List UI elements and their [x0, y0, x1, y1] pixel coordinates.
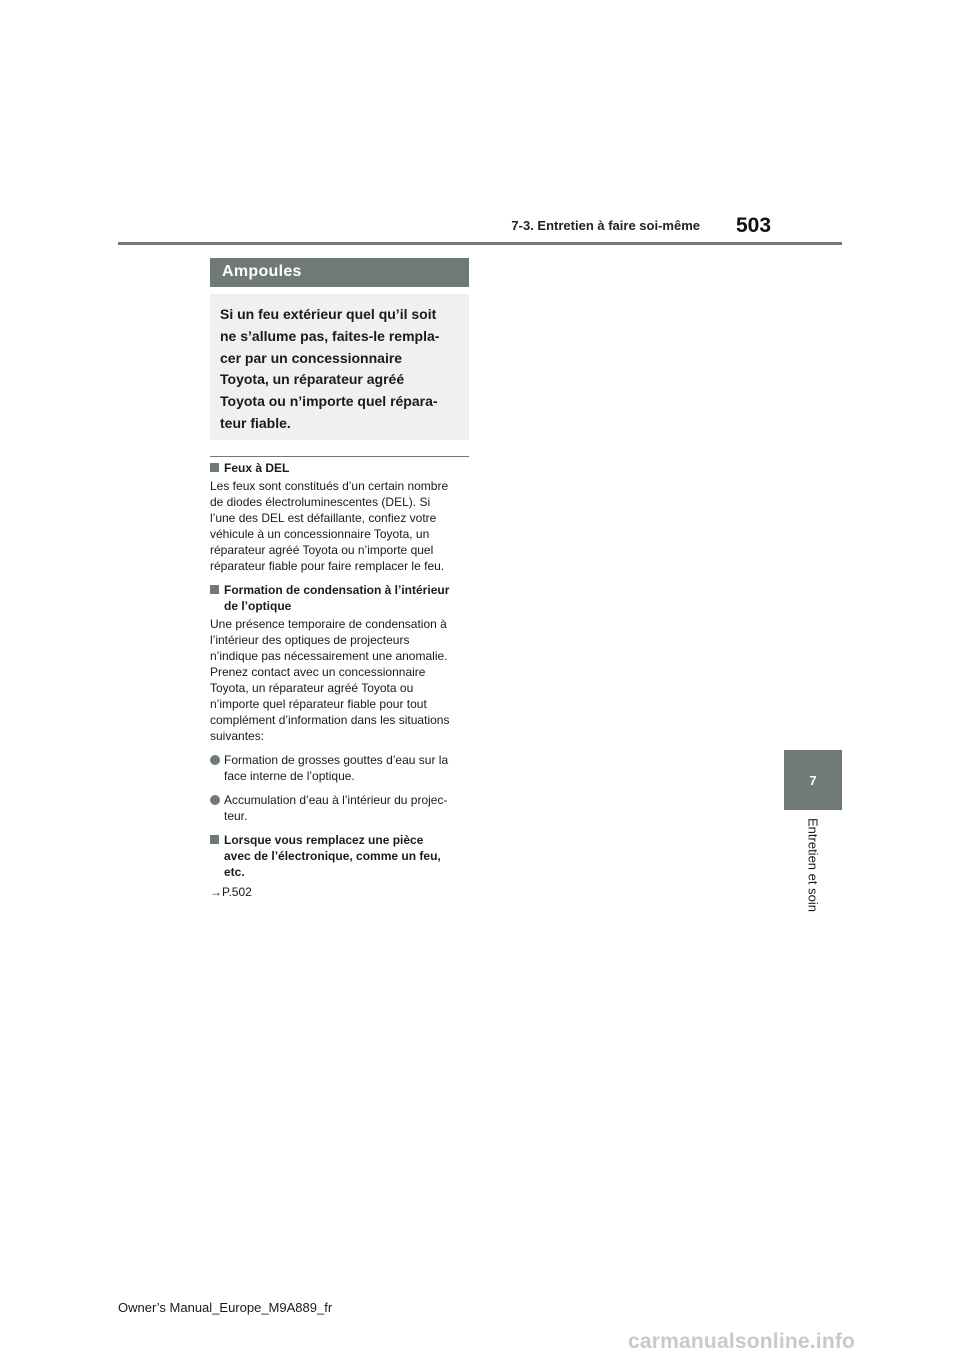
banner-title: Ampoules [222, 263, 302, 280]
bullet-item [210, 792, 472, 824]
intro-box [210, 294, 469, 440]
chapter-number: 7 [809, 772, 817, 788]
subheading-led-lights [210, 460, 472, 476]
bullet-line: Formation de grosses gouttes d’eau sur la [224, 753, 449, 767]
spacer [210, 824, 472, 832]
subheading-replacing-part [210, 832, 472, 880]
text-line: complément d’information dans les situations [210, 713, 450, 727]
footer-text: Owner’s Manual_Europe_M9A889_fr [118, 1300, 333, 1315]
subheading-line: Feux à DEL [224, 461, 290, 475]
header-rule [118, 242, 842, 245]
square-bullet-icon [210, 585, 219, 594]
subheading-condensation [210, 582, 472, 614]
square-bullet-icon [210, 463, 219, 472]
text-line: véhicule à un concessionnaire Toyota, un [210, 527, 430, 541]
ampoules-banner [210, 258, 469, 287]
subheading-line: Formation de condensation à l’intérieur [224, 583, 450, 597]
circle-bullet-icon [210, 795, 220, 805]
subheading-line: avec de l’électronique, comme un feu, [224, 849, 441, 863]
subheading-line: etc. [224, 865, 245, 879]
intro-line: cer par un concessionnaire [220, 349, 403, 366]
text-line: Toyota, un réparateur agréé Toyota ou [210, 681, 414, 695]
intro-line: Toyota, un réparateur agréé [220, 371, 405, 388]
section-title: 7-3. Entretien à faire soi-même [511, 218, 700, 233]
subheading-line: Lorsque vous remplacez une pièce [224, 833, 424, 847]
bullet-line: Accumulation d’eau à l’intérieur du projec- [224, 793, 448, 807]
spacer [210, 574, 472, 582]
main-content [210, 458, 472, 900]
circle-bullet-icon [210, 755, 220, 765]
bullet-line: face interne de l’optique. [224, 769, 355, 783]
text-line: de diodes électroluminescentes (DEL). Si [210, 495, 431, 509]
subheading-line: de l’optique [224, 599, 292, 613]
text-line: n’indique pas nécessairement une anomalie. [210, 649, 448, 663]
square-bullet-icon [210, 835, 219, 844]
text-line: réparateur agréé Toyota ou n’importe quel [210, 543, 434, 557]
text-line: Une présence temporaire de condensation à [210, 617, 447, 631]
paragraph-led-lights [210, 478, 472, 574]
watermark: carmanualsonline.info [628, 1330, 856, 1353]
text-line: réparateur fiable pour faire remplacer le feu. [210, 559, 445, 573]
chapter-tab [784, 750, 842, 810]
text-line: l’intérieur des optiques de projecteurs [210, 633, 410, 647]
text-line: Les feux sont constitués d’un certain nombre [210, 479, 449, 493]
intro-line: Si un feu extérieur quel qu’il soit [220, 306, 437, 322]
text-line: n’importe quel réparateur fiable pour tout [210, 697, 427, 711]
page-reference-link[interactable]: →P.502 [210, 885, 252, 899]
chapter-label: Entretien et soin [805, 818, 821, 912]
text-line: l’une des DEL est défaillante, confiez votre [210, 511, 437, 525]
page-number: 503 [736, 214, 772, 237]
intro-line: teur fiable. [220, 414, 291, 431]
bullet-line: teur. [224, 809, 248, 823]
bullet-item [210, 752, 472, 784]
section-divider [210, 456, 469, 457]
text-line: Prenez contact avec un concessionnaire [210, 665, 426, 679]
intro-line: ne s’allume pas, faites-le rempla- [220, 327, 440, 344]
text-line: suivantes: [210, 729, 265, 743]
intro-line: Toyota ou n’importe quel répara- [220, 393, 438, 410]
paragraph-condensation [210, 616, 472, 744]
